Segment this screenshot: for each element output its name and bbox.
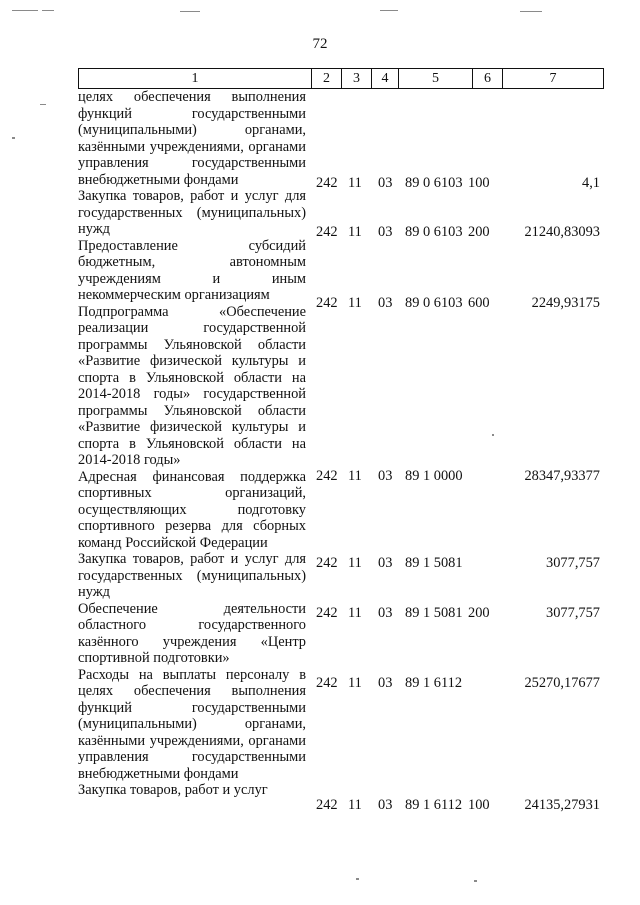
description-column xyxy=(78,89,306,799)
amount: 2249,93175 xyxy=(531,295,600,311)
target-code: 89 0 6103 xyxy=(405,224,463,240)
subsection-code: 03 xyxy=(378,675,393,691)
ministry-code: 242 xyxy=(316,224,338,240)
target-code: 89 0 6103 xyxy=(405,295,463,311)
subsection-code: 03 xyxy=(378,555,393,571)
scan-speck xyxy=(42,10,54,11)
section-code: 11 xyxy=(348,605,362,621)
section-code: 11 xyxy=(348,555,362,571)
target-code: 89 1 5081 xyxy=(405,555,463,571)
ministry-code: 242 xyxy=(316,675,338,691)
row-description: Закупка товаров, работ и услуг для государственных (муниципальных) нужд xyxy=(78,188,306,237)
subsection-code: 03 xyxy=(378,605,393,621)
subsection-code: 03 xyxy=(378,468,393,484)
amount: 3077,757 xyxy=(546,555,600,571)
ministry-code: 242 xyxy=(316,797,338,813)
row-description: Обеспечение деятельности областного государственного казённого учреждения «Центр спортивной подготовки» xyxy=(78,600,306,666)
subsection-code: 03 xyxy=(378,797,393,813)
ministry-code: 242 xyxy=(316,295,338,311)
ministry-code: 242 xyxy=(316,175,338,191)
expense-type-code: 100 xyxy=(468,797,490,813)
row-description: Подпрограмма «Обеспечение реализации государственной программы Ульяновской области «Развитие физической культуры и спорта в Ульяновской области на 2014-2018 годы» государственной программы Ульяновской области «Развитие физической культуры и спорта в Ульяновской области на 2014-2018 годы» xyxy=(78,303,306,468)
header-col-5: 5 xyxy=(398,69,472,88)
scan-speck xyxy=(12,137,15,139)
expense-type-code: 200 xyxy=(468,605,490,621)
target-code: 89 1 6112 xyxy=(405,797,463,813)
expense-type-code: 200 xyxy=(468,224,490,240)
section-code: 11 xyxy=(348,797,362,813)
section-code: 11 xyxy=(348,295,362,311)
ministry-code: 242 xyxy=(316,555,338,571)
section-code: 11 xyxy=(348,675,362,691)
header-col-7: 7 xyxy=(502,69,603,88)
expense-type-code: 600 xyxy=(468,295,490,311)
scan-speck xyxy=(520,11,542,12)
row-description: Закупка товаров, работ и услуг xyxy=(78,782,268,798)
amount: 28347,93377 xyxy=(524,468,600,484)
row-description: Адресная финансовая поддержка спортивных организаций, осуществляющих подготовку спортивного резерва для сборных команд Российской Федерации xyxy=(78,468,306,551)
subsection-code: 03 xyxy=(378,224,393,240)
expense-type-code: 100 xyxy=(468,175,490,191)
header-col-1: 1 xyxy=(191,71,199,86)
row-description: целях обеспечения выполнения функций государственными (муниципальными) органами, казёнными учреждениями, органами управления государственными внебюджетными фондами xyxy=(78,89,306,188)
scan-speck xyxy=(474,880,477,882)
target-code: 89 1 5081 xyxy=(405,605,463,621)
target-code: 89 1 6112 xyxy=(405,675,463,691)
header-col-6: 6 xyxy=(472,69,502,88)
scan-speck xyxy=(492,434,494,436)
subsection-code: 03 xyxy=(378,295,393,311)
amount: 24135,27931 xyxy=(524,797,600,813)
target-code: 89 1 0000 xyxy=(405,468,463,484)
header-col-4: 4 xyxy=(371,69,398,88)
row-description: Расходы на выплаты персоналу в целях обеспечения выполнения функций государственными (муниципальными) органами, казёнными учреждениями, органами управления государственными внебюджетными фондами xyxy=(78,666,306,782)
ministry-code: 242 xyxy=(316,605,338,621)
amount: 21240,83093 xyxy=(524,224,600,240)
subsection-code: 03 xyxy=(378,175,393,191)
section-code: 11 xyxy=(348,175,362,191)
ministry-code: 242 xyxy=(316,468,338,484)
row-description: Предоставление субсидий бюджетным, автономным учреждениям и иным некоммерческим организациям xyxy=(78,237,306,303)
scan-speck xyxy=(356,878,359,880)
header-col-2: 2 xyxy=(311,69,341,88)
page-number: 72 xyxy=(312,36,328,52)
row-description: Закупка товаров, работ и услуг для государственных (муниципальных) нужд xyxy=(78,551,306,600)
section-code: 11 xyxy=(348,468,362,484)
table-header xyxy=(78,68,604,89)
scan-speck xyxy=(180,11,200,12)
target-code: 89 0 6103 xyxy=(405,175,463,191)
scan-speck xyxy=(380,10,398,11)
amount: 4,1 xyxy=(582,175,600,191)
amount: 3077,757 xyxy=(546,605,600,621)
scan-speck xyxy=(40,104,46,105)
amount: 25270,17677 xyxy=(524,675,600,691)
scan-speck xyxy=(12,10,38,11)
section-code: 11 xyxy=(348,224,362,240)
header-col-3: 3 xyxy=(341,69,371,88)
